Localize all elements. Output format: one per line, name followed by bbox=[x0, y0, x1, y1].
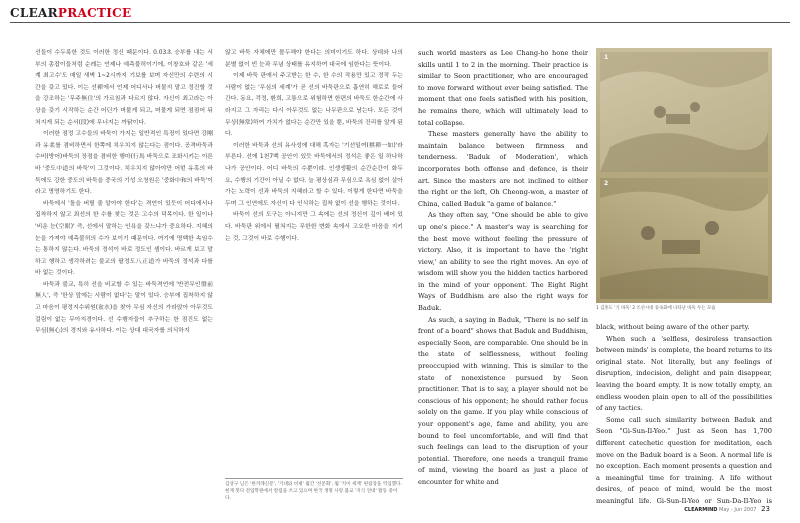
brand-word-clear: CLEAR bbox=[10, 6, 58, 20]
korean-column-1 bbox=[35, 48, 213, 514]
page-header bbox=[10, 2, 790, 24]
paragraph: When such a 'selfless, desireless transaction between minds' is complete, the board returns to its original state. Not literally, but any feelings of disruption, indecision, delight and pain disappear, leaving the board empty. It is now totally empty, an endless wooden plain open to all of the possibilities of any tactics. bbox=[596, 334, 772, 413]
paragraph: 바둑과 불교, 특히 선을 비교할 수 있는 바둑격언에 '반전무인盤前無人', 즉 '한상 앞에는 사람이 없다'는 말이 있다. 승부에 집착하지 않고 마음이 평정지수위원(盆水)을 찾아 무심 자신의 가라앉아 아무것도 걸림이 없는 무아지경이다. 선 수행자들이 추구하는 한 점진도 없는 무심(無心)의 경지와 유사하다. 이는 상대 대국자를 의식하지 bbox=[35, 281, 213, 335]
paragraph: 이러한 점정 고수들의 바둑이 가지는 일반적인 특징이 있다면 강剛과 유柔를 겸비하면서 한쪽에 치우치지 않는다는 점이다. 공격바둑과 수비(방어)바둑의 장점을 겸비한 행마(行馬 바둑으로 조화시키는 이른바 '중도中道의 바둑'이 그것이다. 치우치지 않아야만 어떤 유혹의 바둑에도 강한 중도의 바둑을 중국의 기성 오청원은 '중화中和의 바둑'이라고 명명하기도 한다. bbox=[35, 131, 213, 196]
footer-issue: May - Jun 2007 bbox=[719, 507, 757, 513]
paragraph: 않고 바둑 자체에만 몰두해야 한다는 의미이기도 하다. 상대와 나의 분별 없이 빈 눈과 무념 상태를 유지하여 대국에 임한다는 뜻이다. bbox=[225, 50, 403, 68]
paragraph: 바둑이 선의 도구는 아니지만 그 속에는 선의 정신이 깊이 배어 있다. 바둑판 위에서 펼쳐지는 무한한 변화 속에서 고요한 마음을 지키는 것, 그것이 바로 수행이다. bbox=[225, 212, 403, 242]
section-brand bbox=[10, 6, 131, 20]
footer-brand: CLEARMIND bbox=[684, 507, 718, 513]
header-rule bbox=[10, 22, 790, 23]
paragraph: 바둑에서 '돌을 버릴 줄 알아야 한다'는 격언이 있듯이 어디에서나 집착하지 않고 최선의 한 수를 찾는 것은 고수의 덕목이다. 한 일이나 '비운 눈(空眼)' 즉, 선에서 말하는 인욕을 갖느냐가 중요하다. 지혜의 눈을 가져야 예측불허의 수가 보이기 때문이다. 여기에 명백한 속임수는 통하지 않는다. 바둑의 정석이 바로 정도인 셈이다. 바르게 보고 말하고 행하고 생각하려는 불교의 팔정도八正道가 바둑의 정석과 다를 바 없는 것이다. bbox=[35, 200, 213, 277]
paragraph: 이러한 바둑과 선의 유사성에 대해 흑자는 '기선일여(棋禪一如)'라 부른다. 선에 1천7백 공안이 있듯 바둑에서의 정석은 좋은 일 하나하나가 공안이다. 어디 바둑의 수뿐이랴. 인생생활의 순간순간이 화두요, 수행의 기간이 아닐 수 없다. 늘 평상심과 무심으로 욕심 없이 살아가는 노력이 선과 바둑의 지혜라고 할 수 있다. 이렇게 한다면 바둑을 두며 그 인연에도 자신이 다 인식하는 집착 없이 선을 행하는 것이다. bbox=[225, 142, 403, 207]
page-number: 23 bbox=[761, 505, 770, 513]
paragraph: Some call such similarity between Baduk and Seon "Gi-Sun-Il-Yeo." Just as Seon has 1,700 different catechetic question for meditation, each move on the Baduk board is a Seon. A normal life is no exception. Each moment presents a question and a meaningful time for training. A life without desires, of peace of mind, would be the most meaningful life. Gi-Sun-Il-Yeo or Sun-Da-Il-Yeo is bbox=[596, 415, 772, 505]
paragraph: such world masters as Lee Chang-ho hone their skills until 1 to 2 in the morning. Their practice is similar to Seon practitioner, who are encouraged to move forward without ever being satisfied. The moment that one feels satisfied with his position, he remains there, which will ultimately lead to total collapse. bbox=[418, 49, 588, 127]
english-column-2 bbox=[596, 322, 772, 508]
paragraph: These masters generally have the ability to maintain balance between firmness and tenderness. 'Baduk of Moderation', which incorporates both offense and defence, is their art. Since the masters are not inclined to either the right or the left, Oh Cheong-won, a master of China, called Baduk "a game of balance." bbox=[418, 130, 588, 208]
paragraph: As they often say, "One should be able to give up one's piece." A master's way is searching for the best move without feeling the pressure of victory. Also, it is important to have the 'right view,' an ability to see the right moves. An eye of wisdom will show you the hidden tactics harbored in the mind of your opponent. The Eight Right Ways of Buddhism are also the right ways for Baduk. bbox=[418, 211, 588, 313]
paragraph: 선들이 수두룩한 것도 이러한 정신 때문이다. 0.03초 승부를 내는 서부의 총잡이들처럼 순례는 언제나 예측불허이기에, 이창호와 같은 '세계 최고수'도 매일 새벽 1~2시까지 기보를 보며 자신만의 수련의 시간을 갖고 있다. 이는 선禪에서 언제 어디서나 머물지 말고 정진할 것을 강조하는 '무주無住'의 가르침과 다르지 않다. 자신이 최고라는 아상을 갖기 시작하는 순간 어딘가 머물게 되고, 머물게 되면 점점어 뒤처지게 되는 순서(段)에 무너지는 까닭이다. bbox=[35, 50, 213, 126]
korean-column-2 bbox=[225, 48, 403, 424]
paragraph: black, without being aware of the other party. bbox=[596, 323, 750, 331]
figure-caption: 1 김홍도 '기 바둑' 2 조선시대 풍속화에 나타난 바둑 두는 모습 bbox=[596, 306, 716, 311]
painting-upper-scene bbox=[600, 52, 768, 172]
author-bio: 김상구 님은 '한겨레신문', '기대와 비평' 월간 '선문화', 월 '지이 세계' 편집장을 역임했다. 현재 붓다 전업학원에서 칼럼을 쓰고 있으며 한국 생명 사랑 불교 '지식 연대' 활동 중이다. bbox=[225, 482, 402, 501]
painting-upper-image bbox=[600, 52, 768, 172]
figure-number-1: 1 bbox=[604, 54, 609, 61]
painting-lower-scene bbox=[600, 178, 768, 299]
baduk-painting-figure bbox=[596, 48, 772, 303]
paragraph: 이제 바둑 판에서 주고받는 한 수, 한 수의 작용만 있고 정작 두는 사람이 없는 '무심의 세계'가 곧 선의 바둑판으로 흡연히 해로로 들어간다. 동요, 걱정, 환희, 고통으로 위험하면 한편의 바둑도 한순간에 사라지고 그 자리는 다시 아무것도 없는 나무판으로 남는다. 모든 것이 무상(無常)하여 가치가 없다는 순간만 있을 뿐, 바둑의 진리를 알게 된다. bbox=[225, 73, 403, 138]
brand-word-practice: PRACTICE bbox=[57, 6, 132, 20]
english-column-1 bbox=[418, 48, 588, 508]
painting-lower-image bbox=[600, 178, 768, 299]
paragraph: As such, a saying in Baduk, "There is no self in front of a board" shows that Baduk and Buddhism, especially Seon, are comparable. One should be in the state of selflessness, without feeling preoccupied with winning. This is similar to the state of nonexistence pursued by Seon practitioner. That is to say, a player should not be conscious of his opponent; he should rather focus solely on the game. If you play while conscious of your opponent's age, fame and ability, you are bound to feel uncomfortable, and will find that such feelings can lead to the disruption of your potential. Therefore, one needs a tranquil frame of mind, viewing the board as just a place of encounter for white and bbox=[418, 315, 588, 486]
author-bio-rule bbox=[225, 478, 403, 479]
page-footer bbox=[684, 505, 770, 513]
figure-number-2: 2 bbox=[604, 180, 609, 187]
